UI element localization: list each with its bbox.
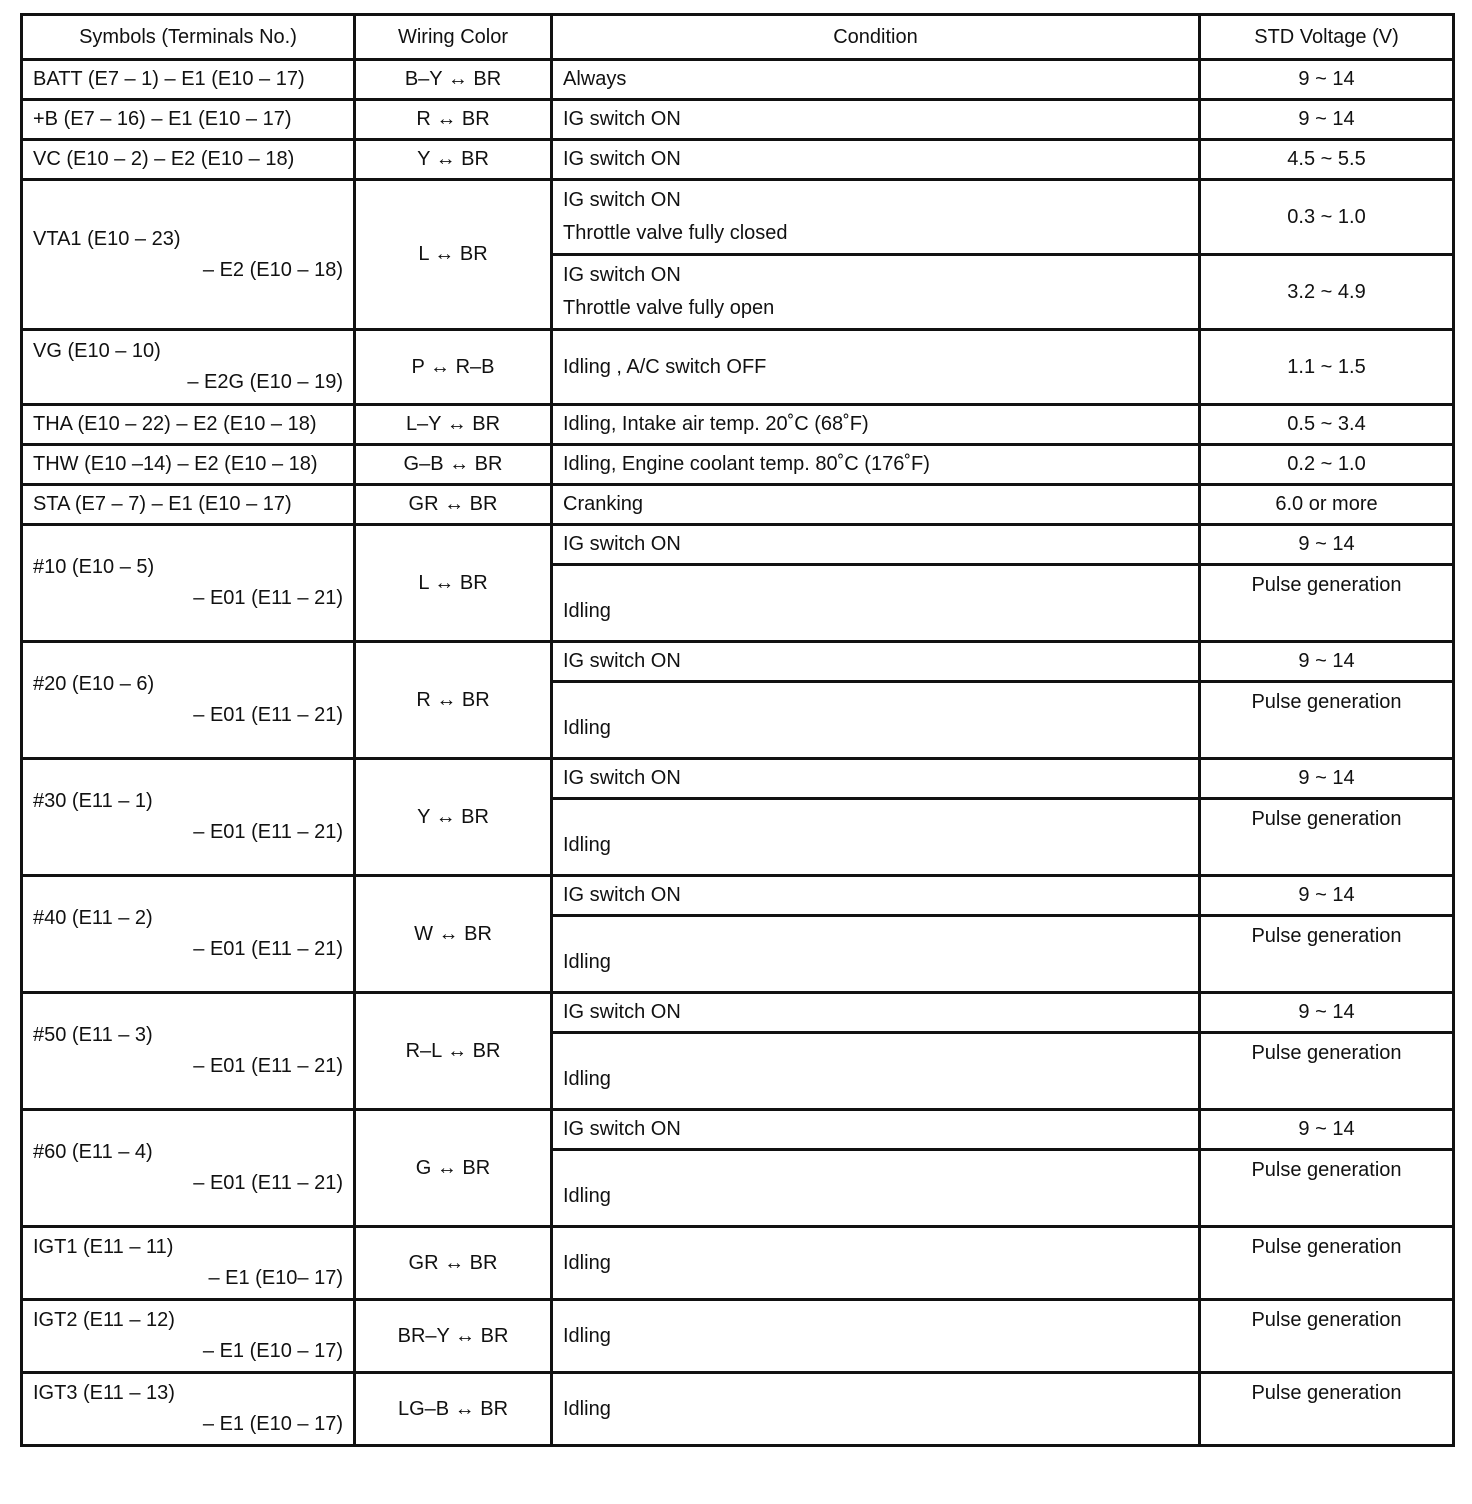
condition-cell: IG switch ON	[552, 642, 1200, 682]
voltage-cell: 0.2 ~ 1.0	[1200, 445, 1454, 485]
symbol-line-2: – E01 (E11 – 21)	[193, 821, 343, 843]
table-row-tha	[22, 405, 1454, 445]
condition-cell: Idling	[552, 1033, 1200, 1110]
wiring-cell: R ↔ BR	[355, 100, 552, 140]
table-row-injector-60	[22, 1110, 1454, 1150]
symbol-cell	[22, 330, 355, 405]
symbol-line-1: #10 (E10 – 5)	[33, 556, 155, 578]
wiring-cell: BR–Y ↔ BR	[355, 1300, 552, 1373]
symbol-line-2: – E01 (E11 – 21)	[193, 1172, 343, 1194]
voltage-cell: Pulse generation	[1200, 1300, 1454, 1373]
wiring-cell: R ↔ BR	[355, 642, 552, 759]
condition-cell: Idling	[552, 1150, 1200, 1227]
table-row-igt3	[22, 1373, 1454, 1446]
condition-cell: Idling	[552, 799, 1200, 876]
table-row-plus-b	[22, 100, 1454, 140]
symbol-cell	[22, 876, 355, 993]
condition-cell: IG switch ON	[552, 100, 1200, 140]
table-row-injector-50	[22, 993, 1454, 1033]
voltage-cell: 9 ~ 14	[1200, 100, 1454, 140]
symbol-line-1: #40 (E11 – 2)	[33, 907, 153, 929]
symbol-cell: THA (E10 – 22) – E2 (E10 – 18)	[22, 405, 355, 445]
symbol-cell	[22, 993, 355, 1110]
wiring-cell: G ↔ BR	[355, 1110, 552, 1227]
symbol-cell	[22, 1110, 355, 1227]
table-row-igt1	[22, 1227, 1454, 1300]
symbol-line-1: VG (E10 – 10)	[33, 340, 161, 362]
condition-cell: IG switch ON	[552, 759, 1200, 799]
condition-cell: Idling	[552, 682, 1200, 759]
symbol-line-1: IGT3 (E11 – 13)	[33, 1382, 175, 1404]
voltage-cell: 0.3 ~ 1.0	[1200, 180, 1454, 255]
header-condition: Condition	[552, 15, 1200, 60]
symbol-cell	[22, 1227, 355, 1300]
symbol-cell	[22, 759, 355, 876]
condition-cell: Idling	[552, 1300, 1200, 1373]
voltage-cell: 4.5 ~ 5.5	[1200, 140, 1454, 180]
symbol-line-2: – E1 (E10 – 17)	[202, 1413, 343, 1435]
condition-cell: Idling	[552, 1227, 1200, 1300]
condition-cell: IG switch ON	[552, 993, 1200, 1033]
symbol-cell	[22, 1373, 355, 1446]
symbol-line-2: – E2 (E10 – 18)	[202, 258, 343, 281]
terminal-voltage-table	[20, 13, 1455, 1447]
symbol-cell	[22, 525, 355, 642]
symbol-line-2: – E1 (E10 – 17)	[202, 1340, 343, 1362]
symbol-line-1: #30 (E11 – 1)	[33, 790, 153, 812]
condition-cell: IG switch ON	[552, 876, 1200, 916]
table-row-sta	[22, 485, 1454, 525]
wiring-cell: P ↔ R–B	[355, 330, 552, 405]
symbol-line-2: – E01 (E11 – 21)	[193, 704, 343, 726]
wiring-cell: L ↔ BR	[355, 525, 552, 642]
symbol-line-2: – E01 (E11 – 21)	[193, 938, 343, 960]
condition-cell: Idling	[552, 565, 1200, 642]
symbol-line-1: IGT2 (E11 – 12)	[33, 1309, 175, 1331]
symbol-line-2: – E1 (E10– 17)	[208, 1267, 343, 1289]
voltage-cell: 0.5 ~ 3.4	[1200, 405, 1454, 445]
header-std-voltage: STD Voltage (V)	[1200, 15, 1454, 60]
voltage-cell: 9 ~ 14	[1200, 876, 1454, 916]
condition-line: IG switch ON	[563, 189, 681, 211]
wiring-cell: L–Y ↔ BR	[355, 405, 552, 445]
condition-cell	[552, 255, 1200, 330]
voltage-cell: Pulse generation	[1200, 1373, 1454, 1446]
wiring-cell: Y ↔ BR	[355, 140, 552, 180]
symbol-cell: STA (E7 – 7) – E1 (E10 – 17)	[22, 485, 355, 525]
condition-line: Throttle valve fully open	[563, 297, 775, 319]
symbol-line-1: IGT1 (E11 – 11)	[33, 1236, 174, 1258]
header-symbols: Symbols (Terminals No.)	[22, 15, 355, 60]
voltage-cell: Pulse generation	[1200, 1227, 1454, 1300]
symbol-line-2: – E2G (E10 – 19)	[187, 371, 343, 393]
symbol-cell	[22, 1300, 355, 1373]
wiring-cell: GR ↔ BR	[355, 1227, 552, 1300]
table-row-batt	[22, 60, 1454, 100]
condition-cell: Idling	[552, 1373, 1200, 1446]
voltage-cell: 9 ~ 14	[1200, 642, 1454, 682]
wiring-cell: B–Y ↔ BR	[355, 60, 552, 100]
voltage-cell: Pulse generation	[1200, 799, 1454, 876]
symbol-line-1: #60 (E11 – 4)	[33, 1141, 153, 1163]
condition-cell: Cranking	[552, 485, 1200, 525]
voltage-cell: 6.0 or more	[1200, 485, 1454, 525]
voltage-cell: Pulse generation	[1200, 1150, 1454, 1227]
voltage-cell: Pulse generation	[1200, 916, 1454, 993]
condition-cell: IG switch ON	[552, 525, 1200, 565]
table-row-thw	[22, 445, 1454, 485]
terminal-voltage-table-sheet	[20, 13, 1452, 1447]
voltage-cell: 9 ~ 14	[1200, 1110, 1454, 1150]
table-row-injector-10	[22, 525, 1454, 565]
condition-cell: Idling, Intake air temp. 20˚C (68˚F)	[552, 405, 1200, 445]
voltage-cell: 1.1 ~ 1.5	[1200, 330, 1454, 405]
wiring-cell: GR ↔ BR	[355, 485, 552, 525]
wiring-cell: LG–B ↔ BR	[355, 1373, 552, 1446]
symbol-line-2: – E01 (E11 – 21)	[193, 1055, 343, 1077]
symbol-cell: VC (E10 – 2) – E2 (E10 – 18)	[22, 140, 355, 180]
table-row-vc	[22, 140, 1454, 180]
table-row-injector-40	[22, 876, 1454, 916]
voltage-cell: Pulse generation	[1200, 1033, 1454, 1110]
table-row-igt2	[22, 1300, 1454, 1373]
voltage-cell: Pulse generation	[1200, 565, 1454, 642]
symbol-cell	[22, 642, 355, 759]
symbol-line-1: VTA1 (E10 – 23)	[33, 227, 181, 250]
wiring-cell: L ↔ BR	[355, 180, 552, 330]
table-row-injector-20	[22, 642, 1454, 682]
voltage-cell: 3.2 ~ 4.9	[1200, 255, 1454, 330]
voltage-cell: 9 ~ 14	[1200, 993, 1454, 1033]
condition-cell: Idling	[552, 916, 1200, 993]
voltage-cell: 9 ~ 14	[1200, 525, 1454, 565]
symbol-cell: THW (E10 –14) – E2 (E10 – 18)	[22, 445, 355, 485]
voltage-cell: 9 ~ 14	[1200, 60, 1454, 100]
table-row-vta1	[22, 180, 1454, 255]
symbol-line-1: #50 (E11 – 3)	[33, 1024, 153, 1046]
condition-cell: Always	[552, 60, 1200, 100]
symbol-cell: BATT (E7 – 1) – E1 (E10 – 17)	[22, 60, 355, 100]
symbol-cell	[22, 180, 355, 330]
wiring-cell: Y ↔ BR	[355, 759, 552, 876]
condition-cell: IG switch ON	[552, 1110, 1200, 1150]
condition-cell	[552, 180, 1200, 255]
table-row-injector-30	[22, 759, 1454, 799]
table-row-vg	[22, 330, 1454, 405]
wiring-cell: W ↔ BR	[355, 876, 552, 993]
condition-cell: Idling , A/C switch OFF	[552, 330, 1200, 405]
condition-cell: Idling, Engine coolant temp. 80˚C (176˚F)	[552, 445, 1200, 485]
voltage-cell: 9 ~ 14	[1200, 759, 1454, 799]
header-row	[22, 15, 1454, 60]
condition-line: Throttle valve fully closed	[563, 222, 788, 244]
wiring-cell: R–L ↔ BR	[355, 993, 552, 1110]
condition-line: IG switch ON	[563, 264, 681, 286]
wiring-cell: G–B ↔ BR	[355, 445, 552, 485]
symbol-cell: +B (E7 – 16) – E1 (E10 – 17)	[22, 100, 355, 140]
condition-cell: IG switch ON	[552, 140, 1200, 180]
header-wiring-color: Wiring Color	[355, 15, 552, 60]
symbol-line-1: #20 (E10 – 6)	[33, 673, 155, 695]
symbol-line-2: – E01 (E11 – 21)	[193, 587, 343, 609]
voltage-cell: Pulse generation	[1200, 682, 1454, 759]
